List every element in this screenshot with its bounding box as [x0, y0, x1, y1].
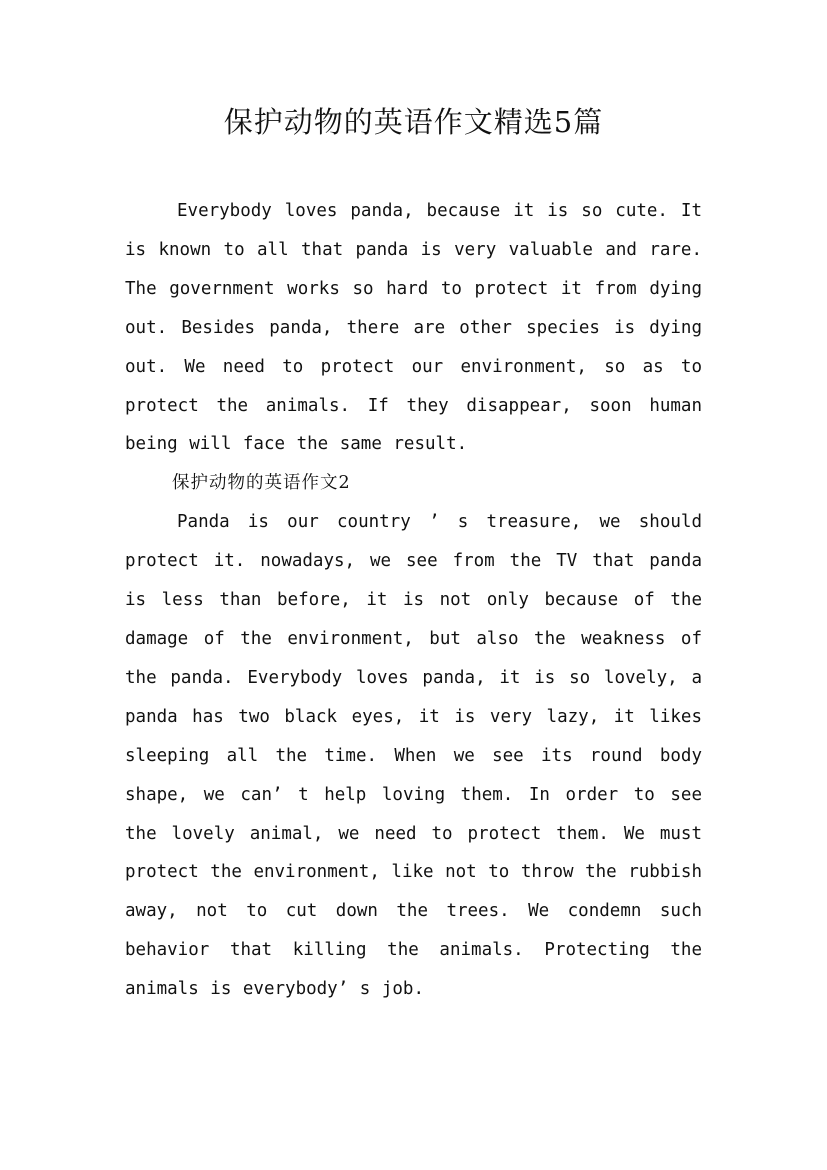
paragraph-1: Everybody loves panda, because it is so cute. It is known to all that panda is very valuable and rare. The government works so hard to protect it from dying out. Besides panda, there are other species is dying out. We need to protect our environment, so as to protect the animals. If they disappear, soon human being will face the same result.: [125, 201, 702, 455]
document-body: [125, 192, 702, 1009]
paragraph-2: Panda is our country ’ s treasure, we should protect it. nowadays, we see from the TV that panda is less than before, it is not only because of the damage of the environment, but also the weakness of the panda. Everybody loves panda, it is so lovely, a panda has two black eyes, it is very lazy, it likes sleeping all the time. When we see its round body shape, we can’ t help loving them. In order to see the lovely animal, we need to protect them. We must protect the environment, like not to throw the rubbish away, not to cut down the trees. We condemn such behavior that killing the animals. Protecting the animals is everybody’ s job.: [125, 512, 702, 1000]
document-title: 保护动物的英语作文精选5篇: [223, 105, 604, 139]
section-heading-2: 保护动物的英语作文2: [172, 473, 351, 494]
